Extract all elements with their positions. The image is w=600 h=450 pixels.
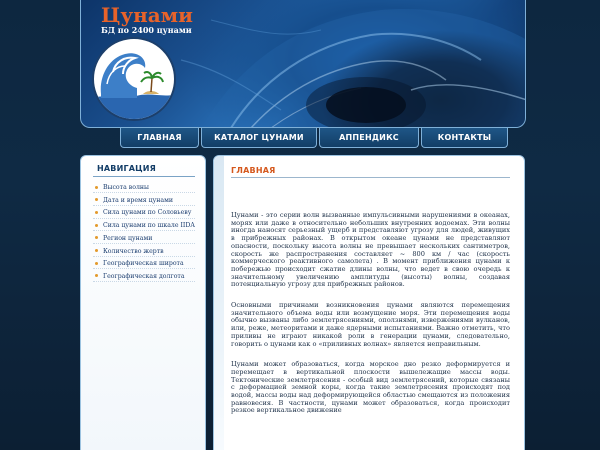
- site-subtitle: БД по 2400 цунами: [101, 25, 192, 35]
- article: [231, 166, 510, 415]
- site-header: [80, 0, 526, 128]
- content-side-strip: [214, 156, 224, 450]
- sidebar-item-label[interactable]: Количество жертв: [103, 247, 164, 255]
- bullet-icon: [95, 236, 98, 239]
- sidebar-item-label[interactable]: Географическая широта: [103, 260, 184, 268]
- sidebar-item-label[interactable]: Регион цунами: [103, 234, 153, 242]
- nav-item-catalog[interactable]: КАТАЛОГ ЦУНАМИ: [201, 128, 317, 148]
- bullet-icon: [95, 262, 98, 265]
- bullet-icon: [95, 211, 98, 214]
- sidebar-item-latitude[interactable]: [93, 260, 195, 269]
- bullet-icon: [95, 224, 98, 227]
- sidebar-item-soloviev-intensity[interactable]: [93, 209, 195, 218]
- paragraph-formation: Цунами может образоваться, когда морское дно резко деформируется и перемещает в вертикальной плоскости вышележащие массы воды. Тектонические землетрясения - особый вид землетрясений, которые связаны с деформацией земной коры, когда такие землетрясения происходят под водой, массы воды над деформирующейся областью смещаются из положения равновесия. В частности, цунами может образоваться, когда происходит резкое вертикальное движение: [231, 360, 510, 415]
- nav-item-contacts[interactable]: КОНТАКТЫ: [421, 128, 508, 148]
- bullet-icon: [95, 249, 98, 252]
- sidebar-item-iida-intensity[interactable]: [93, 222, 195, 231]
- bullet-icon: [95, 198, 98, 201]
- sidebar-item-longitude[interactable]: [93, 273, 195, 282]
- sidebar-navigation: [80, 155, 206, 450]
- page-title: ГЛАВНАЯ: [231, 166, 510, 178]
- nav-item-appendix[interactable]: АППЕНДИКС: [319, 128, 419, 148]
- sidebar-item-label[interactable]: Высота волны: [103, 184, 149, 191]
- paragraph-intro: Цунами - это серии волн вызванные импульсивными нарушениями в океанах, морях или даже в относительно небольших внутренних водоемах. Эти волны иногда наносят серьезный ущерб и представляют угрозу для людей, живущих в прибрежных районах. В открытом океане цунами не представляют опасности, поскольку высота волны не превышает нескольких сантиметров, скорость же распространения составляет ~ 800 км / час (скорость коммерческого реактивного самолета) . В момент приближения цунами к побережью происходит сжатие длины волны, что ведет в свою очередь к значительному увеличению амплитуды (высоты) волны, создавая потенциальную угрозу для прибрежных районов.: [231, 211, 510, 289]
- sidebar-item-region[interactable]: [93, 235, 195, 244]
- nav-item-home[interactable]: ГЛАВНАЯ: [120, 128, 199, 148]
- sidebar-title: НАВИГАЦИЯ: [93, 164, 195, 177]
- main-nav: [120, 128, 508, 148]
- sidebar-item-label[interactable]: Географическая долгота: [103, 272, 185, 280]
- bullet-icon: [95, 274, 98, 277]
- sidebar-item-wave-height[interactable]: [93, 184, 195, 193]
- tsunami-logo-icon[interactable]: [91, 36, 177, 122]
- bullet-icon: [95, 186, 98, 189]
- main-content: [213, 155, 525, 450]
- sidebar-item-label[interactable]: Сила цунами по Соловьеву: [103, 209, 192, 217]
- sidebar-item-label[interactable]: Дата и время цунами: [103, 196, 174, 204]
- site-title[interactable]: Цунами: [101, 3, 193, 27]
- sidebar-item-date-time[interactable]: [93, 197, 195, 206]
- sidebar-list: [93, 184, 195, 282]
- paragraph-causes: Основными причинами возникновения цунами являются перемещения значительного объема воды или возмущение моря. Эти перемещения воды обычно вызваны либо землетрясениями, оползнями, извержениями вулканов, или, реже, метеоритами и даже ядерными испытаниями. Важно отметить, что приливы не играют никакой роли в генерации цунами, следовательно, говорить о цунами как о «приливных волнах» является неправильным.: [231, 301, 510, 348]
- sidebar-item-victims[interactable]: [93, 248, 195, 257]
- sidebar-item-label[interactable]: Сила цунами по шкале IIDA: [103, 222, 195, 230]
